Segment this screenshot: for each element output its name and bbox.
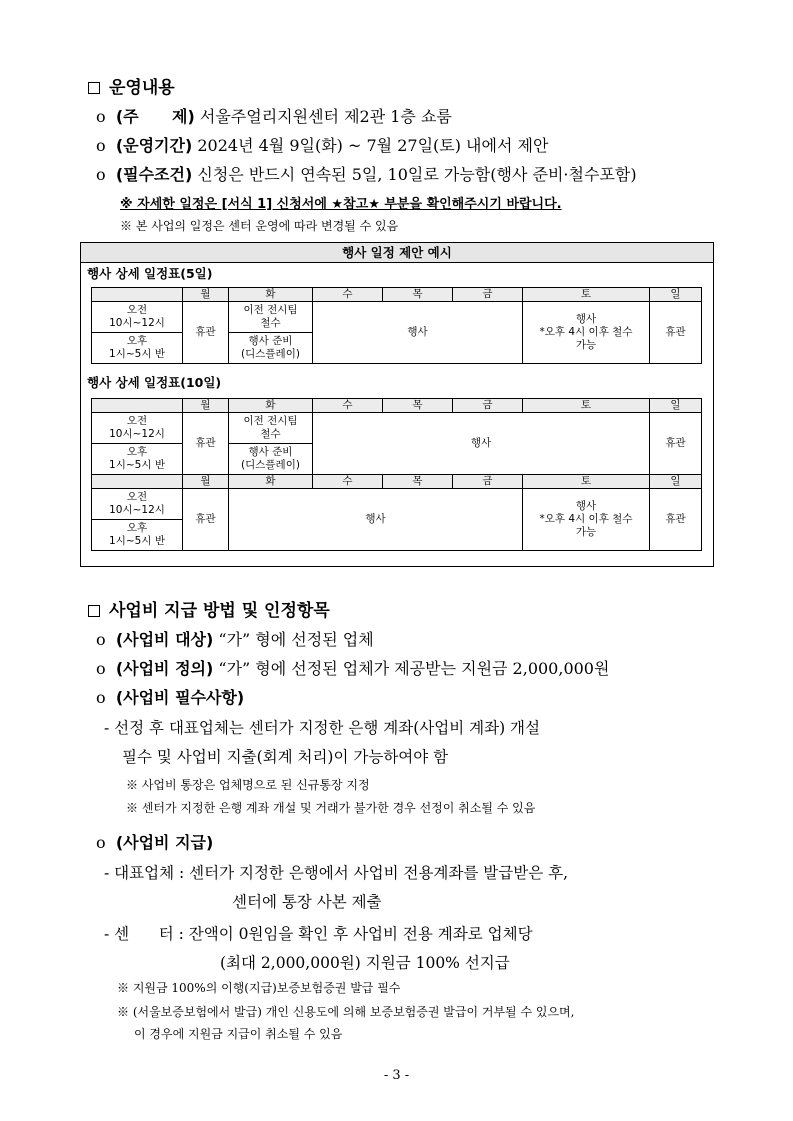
note-detail-schedule: ※ 자세한 일정은 [서식 1] 신청서에 ★참고★ 부분을 확인해주시기 바랍니다. [120, 197, 562, 212]
checkbox-square-icon [88, 605, 100, 617]
schedule-5day-title: 행사 상세 일정표(5일) [87, 266, 213, 281]
day-header-cell: 금 [453, 288, 523, 302]
bullet-budget-definition: o (사업비 정의) “가” 형에 선정된 업체가 제공받는 지원금 2,000,000원 [96, 659, 610, 678]
schedule-5day-table [91, 287, 702, 364]
saturday-event-cell: 행사 *오후 4시 이후 철수 가능 [523, 302, 650, 364]
event-cell: 행사 [229, 489, 523, 551]
dash-account-line2: 필수 및 사업비 지출(회계 처리)이 가능하여야 함 [122, 748, 449, 766]
day-header-cell: 월 [183, 288, 229, 302]
bullet-budget-required: o (사업비 필수사항) [96, 688, 245, 707]
bullet-budget-target: o (사업비 대상) “가” 형에 선정된 업체 [96, 630, 374, 649]
day-header-cell: 월 [183, 475, 229, 489]
closed-cell: 휴관 [183, 489, 229, 551]
closed-cell: 휴관 [183, 413, 229, 475]
dash-account-line1: - 선정 후 대표업체는 센터가 지정한 은행 계좌(사업비 계좌) 개설 [104, 719, 541, 737]
day-header-cell: 토 [523, 288, 650, 302]
section2-heading [88, 596, 330, 621]
prep-cell: 행사 준비 (디스플레이) [229, 444, 313, 475]
note-cancel-selection: ※ 센터가 지정한 은행 계좌 개설 및 거래가 불가한 경우 선정이 취소될 수 있음 [126, 801, 536, 815]
checkbox-square-icon [88, 82, 100, 94]
section2-title: 사업비 지급 방법 및 인정항목 [109, 601, 330, 621]
teardown-cell: 이전 전시팀 철수 [229, 413, 313, 444]
note-schedule-change: ※ 본 사업의 일정은 센터 운영에 따라 변경될 수 있음 [120, 219, 399, 233]
pm-slot-label: 오후 1시~5시 반 [92, 333, 183, 364]
day-header-cell: 수 [313, 399, 383, 413]
note-new-account: ※ 사업비 통장은 업체명으로 된 신규통장 지정 [126, 778, 370, 792]
day-header-cell: 토 [523, 475, 650, 489]
dash-company-line2: 센터에 통장 사본 제출 [232, 893, 382, 911]
am-slot-label: 오전 10시~12시 [92, 413, 183, 444]
closed-cell: 휴관 [650, 489, 702, 551]
pm-slot-label: 오후 1시~5시 반 [92, 444, 183, 475]
closed-cell: 휴관 [650, 302, 702, 364]
section1-title: 운영내용 [109, 78, 175, 98]
day-header-cell: 월 [183, 399, 229, 413]
day-header-cell: 일 [650, 475, 702, 489]
page-number: - 3 - [383, 1068, 410, 1083]
day-header-cell [92, 288, 183, 302]
dash-center-line1: - 센 터 : 잔액이 0원임을 확인 후 사업비 전용 계좌로 업체당 [104, 925, 533, 943]
day-header-cell: 화 [229, 399, 313, 413]
day-header-cell: 금 [453, 475, 523, 489]
schedule-10day-title: 행사 상세 일정표(10일) [87, 375, 222, 390]
event-cell: 행사 [313, 302, 523, 364]
schedule-box-title: 행사 일정 제안 예시 [81, 243, 713, 263]
day-header-cell: 토 [523, 399, 650, 413]
saturday-event-cell: 행사 *오후 4시 이후 철수 가능 [523, 489, 650, 551]
day-header-cell: 화 [229, 288, 313, 302]
day-header-cell: 목 [383, 475, 453, 489]
day-header-cell [92, 475, 183, 489]
am-slot-label: 오전 10시~12시 [92, 489, 183, 520]
event-cell: 행사 [313, 413, 650, 475]
dash-company-line1: - 대표업체 : 센터가 지정한 은행에서 사업비 전용계좌를 발급받은 후, [104, 864, 569, 882]
day-header-cell [92, 399, 183, 413]
schedule-10day-table [91, 398, 702, 551]
bullet-period: o (운영기간) 2024년 4월 9일(화) ~ 7월 27일(토) 내에서 제안 [96, 136, 549, 155]
note-credit-line1: ※ (서울보증보험에서 발급) 개인 신용도에 의해 보증보험증권 발급이 거부될 수 있으며, [117, 1005, 575, 1019]
section1-heading [88, 73, 175, 98]
day-header-cell: 목 [383, 288, 453, 302]
pm-slot-label: 오후 1시~5시 반 [92, 520, 183, 551]
bullet-budget-payment: o (사업비 지급) [96, 833, 214, 852]
day-header-cell: 수 [313, 288, 383, 302]
day-header-cell: 일 [650, 399, 702, 413]
closed-cell: 휴관 [183, 302, 229, 364]
am-slot-label: 오전 10시~12시 [92, 302, 183, 333]
day-header-cell: 화 [229, 475, 313, 489]
closed-cell: 휴관 [650, 413, 702, 475]
day-header-cell: 목 [383, 399, 453, 413]
day-header-cell: 일 [650, 288, 702, 302]
day-header-cell: 금 [453, 399, 523, 413]
bullet-requirement: o (필수조건) 신청은 반드시 연속된 5일, 10일로 가능함(행사 준비·철수포함) [96, 165, 637, 184]
bullet-subject: o (주 제) 서울주얼리지원센터 제2관 1층 쇼룸 [96, 107, 452, 126]
prep-cell: 행사 준비 (디스플레이) [229, 333, 313, 364]
note-guarantee-insurance: ※ 지원금 100%의 이행(지급)보증보험증권 발급 필수 [117, 981, 401, 995]
schedule-example-box [80, 242, 714, 567]
day-header-cell: 수 [313, 475, 383, 489]
teardown-cell: 이전 전시팀 철수 [229, 302, 313, 333]
note-credit-line2: 이 경우에 지원금 지급이 취소될 수 있음 [134, 1027, 343, 1041]
dash-center-line2: (최대 2,000,000원) 지원금 100% 선지급 [220, 954, 510, 972]
